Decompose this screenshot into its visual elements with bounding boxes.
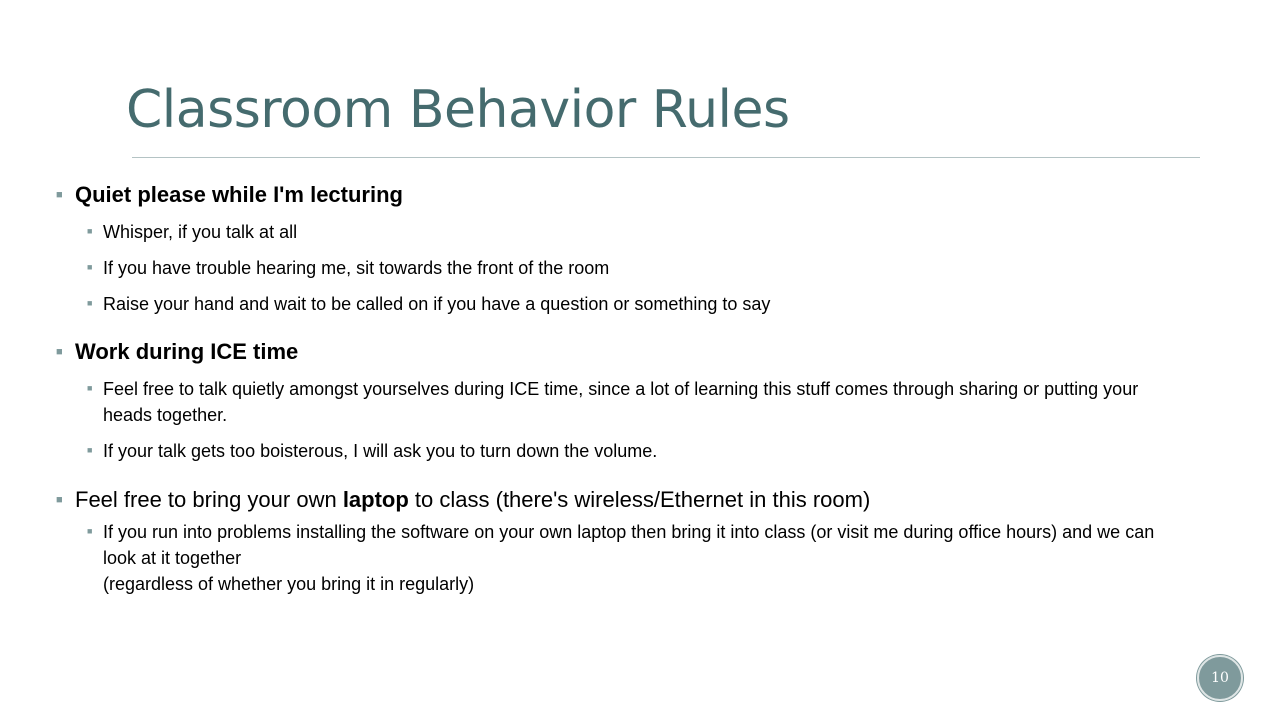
bullet-level2 [87, 291, 1176, 317]
bullet-group-laptop [56, 485, 1176, 597]
bullet-level2 [87, 376, 1176, 428]
bullet-level2 [87, 438, 1176, 464]
square-bullet-icon: ■ [87, 298, 93, 308]
bullet-text [75, 487, 870, 512]
sub-bullet-text: If you have trouble hearing me, sit towards the front of the room [103, 258, 610, 278]
bullet-text-emphasis: laptop [342, 487, 409, 512]
square-bullet-icon: ■ [87, 445, 93, 455]
bullet-text-post: to class (there's wireless/Ethernet in this room) [408, 487, 871, 512]
sub-bullet-list [56, 519, 1176, 597]
sub-bullet-text: If your talk gets too boisterous, I will ask you to turn down the volume. [103, 441, 658, 461]
sub-bullet-list [56, 376, 1176, 464]
sub-bullet-list [56, 219, 1176, 317]
square-bullet-icon: ■ [56, 189, 63, 201]
bullet-level1 [56, 485, 1176, 515]
bullet-text: Quiet please while I'm lecturing [75, 182, 403, 207]
sub-bullet-text: Whisper, if you talk at all [103, 222, 298, 242]
sub-bullet-text: If you run into problems installing the software on your own laptop then bring it into class (or visit me during office hours) and we can look at it together (regardless of whether you bring it in regularly) [103, 522, 1155, 594]
square-bullet-icon: ■ [87, 226, 93, 236]
bullet-group-quiet [56, 180, 1176, 317]
page-number-badge [1197, 655, 1243, 701]
bullet-level2 [87, 219, 1176, 245]
bullet-group-ice [56, 337, 1176, 464]
square-bullet-icon: ■ [56, 494, 63, 506]
bullet-level1 [56, 180, 1176, 210]
bullet-level1 [56, 337, 1176, 367]
square-bullet-icon: ■ [87, 526, 93, 536]
bullet-text-pre: Feel free to bring your own [75, 487, 343, 512]
square-bullet-icon: ■ [56, 346, 63, 358]
slide-body [56, 180, 1176, 607]
bullet-text: Work during ICE time [75, 339, 299, 364]
title-divider [132, 157, 1200, 158]
square-bullet-icon: ■ [87, 383, 93, 393]
sub-bullet-text: Raise your hand and wait to be called on if you have a question or something to say [103, 294, 771, 314]
sub-bullet-text: Feel free to talk quietly amongst yourselves during ICE time, since a lot of learning this stuff comes through sharing or putting your heads together. [103, 379, 1139, 425]
slide-title: Classroom Behavior Rules [126, 80, 790, 140]
page-number: 10 [1211, 670, 1229, 686]
square-bullet-icon: ■ [87, 262, 93, 272]
bullet-level2 [87, 255, 1176, 281]
bullet-level2 [87, 519, 1176, 597]
